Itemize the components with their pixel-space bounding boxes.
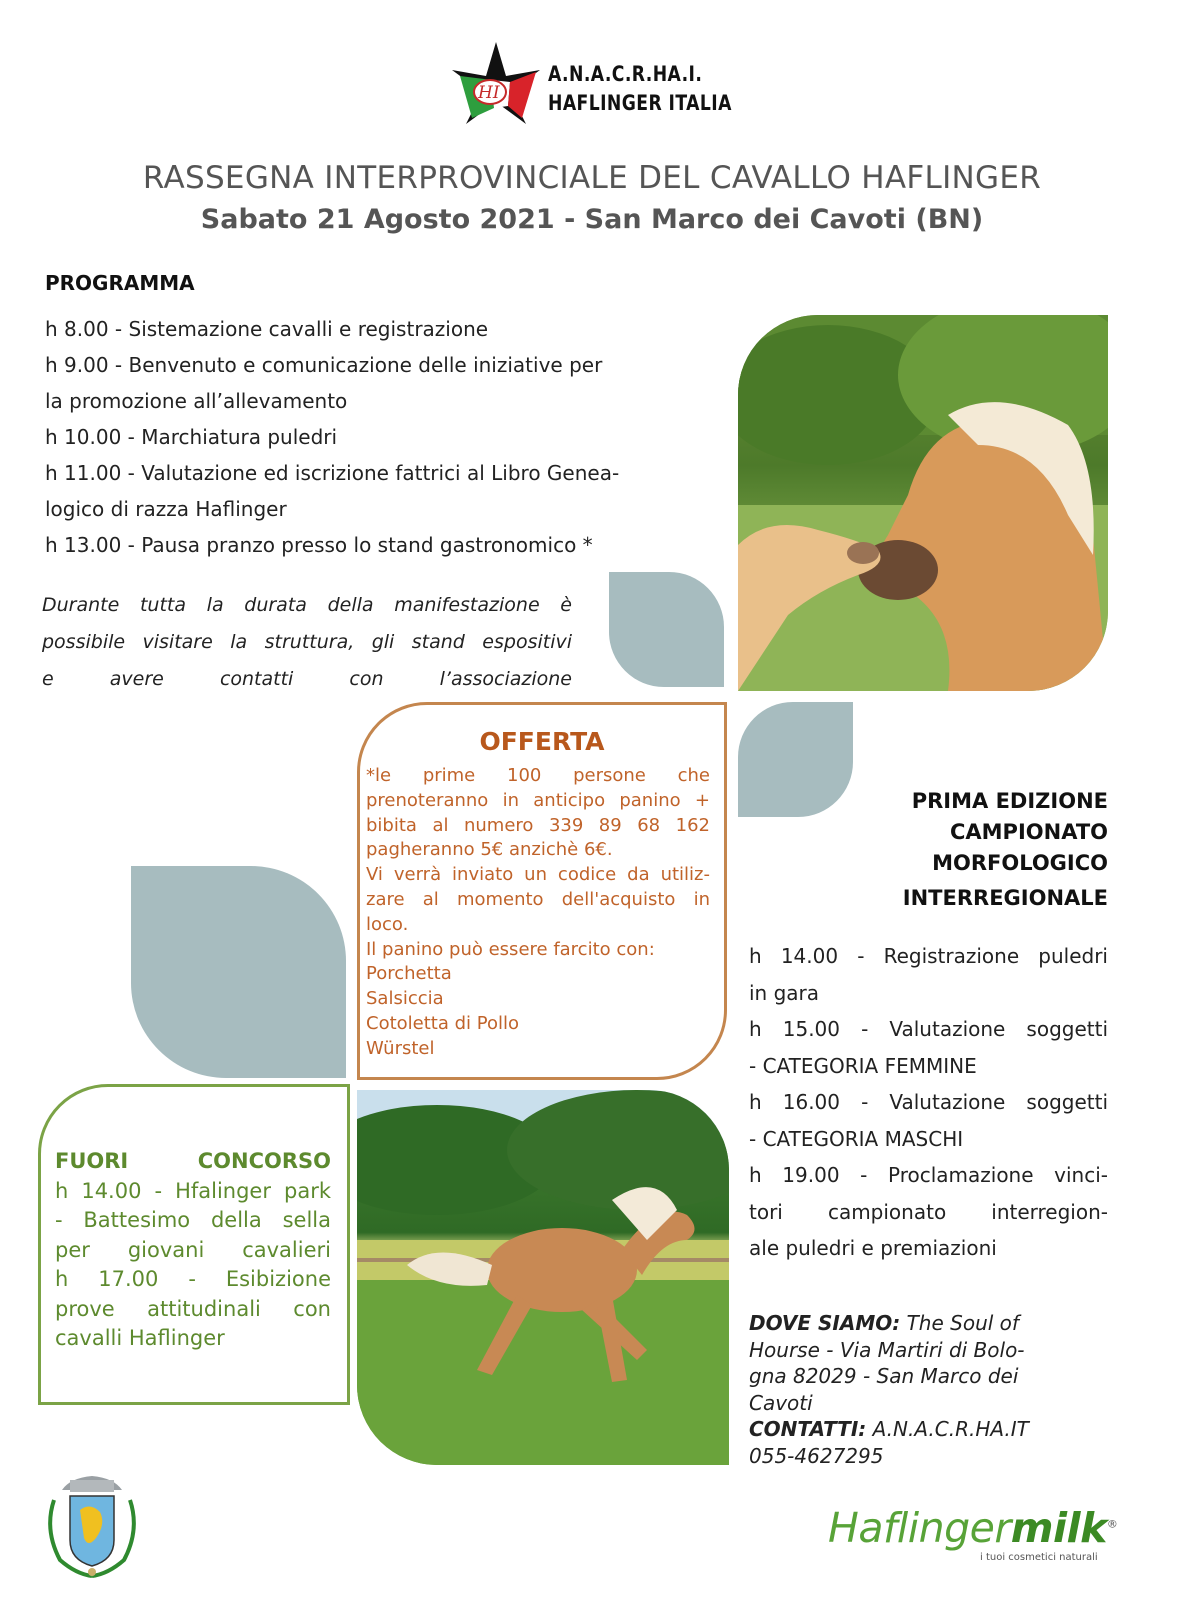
program-line: h 13.00 - Pausa pranzo presso lo stand gastronomico * xyxy=(45,533,593,557)
program-line: h 10.00 - Marchiatura puledri xyxy=(45,425,338,449)
offer-line: pagheranno 5€ anzichè 6€. xyxy=(366,839,613,861)
offer-text xyxy=(366,764,710,1062)
offer-line: zare al momento dell'acquisto in xyxy=(366,888,710,910)
championship-list xyxy=(749,938,1108,1267)
haflingermilk-logo xyxy=(828,1504,1117,1552)
horse-foal-photo xyxy=(738,315,1108,691)
offer-filling: Würstel xyxy=(366,1037,435,1059)
brand-tagline: i tuoi cosmetici naturali xyxy=(980,1552,1098,1563)
championship-heading-line: INTERREGIONALE xyxy=(902,886,1108,910)
program-line: la promozione all’allevamento xyxy=(45,389,348,413)
program-list xyxy=(45,311,715,563)
fuori-line: h 14.00 - Hfalinger park xyxy=(55,1178,331,1203)
brand-bold: milk xyxy=(1010,1504,1107,1552)
logo-text xyxy=(548,60,732,118)
championship-line: ale puledri e premiazioni xyxy=(749,1236,997,1260)
championship-line: h 16.00 - Valutazione soggetti xyxy=(749,1090,1108,1114)
location-line: gna 82029 - San Marco dei xyxy=(749,1364,1019,1388)
location-line: Cavoti xyxy=(749,1390,813,1415)
fuori-heading: FUORI CONCORSO xyxy=(55,1149,331,1173)
championship-line: in gara xyxy=(749,980,820,1005)
offer-line: prenoteranno in anticipo panino + xyxy=(366,789,710,811)
contact-label: CONTATTI: xyxy=(749,1417,867,1441)
logo-line-2: HAFLINGER ITALIA xyxy=(548,91,732,115)
program-line: h 9.00 - Benvenuto e comunicazione delle iniziative per xyxy=(45,353,603,377)
championship-line: h 19.00 - Proclamazione vinci- xyxy=(749,1163,1108,1187)
offer-title: OFFERTA xyxy=(479,727,605,756)
championship-heading xyxy=(860,786,1108,914)
fuori-line: h 17.00 - Esibizione xyxy=(55,1267,331,1291)
galloping-horse-photo xyxy=(357,1090,729,1465)
offer-line: Il panino può essere farcito con: xyxy=(366,938,655,960)
contact-phone: 055-4627295 xyxy=(749,1443,884,1468)
championship-line: - CATEGORIA MASCHI xyxy=(749,1126,964,1151)
program-note xyxy=(42,587,572,698)
championship-heading-line: MORFOLOGICO xyxy=(932,851,1108,875)
location-info xyxy=(749,1310,1109,1469)
location-label: DOVE SIAMO: xyxy=(749,1311,901,1335)
offer-line: loco. xyxy=(366,913,409,935)
municipal-crest-icon xyxy=(40,1460,145,1580)
decorative-leaf xyxy=(738,702,853,817)
championship-heading-line: PRIMA EDIZIONE xyxy=(911,789,1108,813)
championship-line: tori campionato interregion- xyxy=(749,1199,1108,1224)
decorative-leaf xyxy=(131,866,346,1078)
offer-filling: Porchetta xyxy=(366,963,452,985)
page-title: RASSEGNA INTERPROVINCIALE DEL CAVALLO HAFLINGER xyxy=(142,160,1042,196)
contact-value: A.N.A.C.R.HA.IT xyxy=(866,1417,1029,1441)
offer-line: bibita al numero 339 89 68 162 xyxy=(366,814,710,836)
program-line: h 8.00 - Sistemazione cavalli e registrazione xyxy=(45,317,489,341)
fuori-line: - Battesimo della sella xyxy=(55,1208,331,1232)
offer-line: *le prime 100 persone che xyxy=(366,765,710,786)
note-line: Durante tutta la durata della manifestazione è xyxy=(42,594,572,616)
championship-line: h 15.00 - Valutazione soggetti xyxy=(749,1017,1108,1041)
edelweiss-logo-icon xyxy=(448,38,558,138)
location-text: The Soul of xyxy=(900,1311,1019,1335)
program-line: h 11.00 - Valutazione ed iscrizione fattrici al Libro Genea- xyxy=(45,461,620,485)
program-heading: PROGRAMMA xyxy=(45,271,195,295)
brand-light: Haflinger xyxy=(828,1504,1011,1552)
location-line: Hourse - Via Martiri di Bolo- xyxy=(749,1337,1025,1362)
championship-line: h 14.00 - Registrazione puledri xyxy=(749,944,1108,968)
fuori-concorso-text xyxy=(55,1147,331,1354)
decorative-leaf xyxy=(609,572,724,687)
championship-heading-line: CAMPIONATO xyxy=(950,820,1108,844)
championship-line: - CATEGORIA FEMMINE xyxy=(749,1053,977,1078)
fuori-line: cavalli Haflinger xyxy=(55,1326,225,1350)
program-line: logico di razza Haflinger xyxy=(45,497,287,521)
note-line: e avere contatti con l’associazione xyxy=(42,668,572,690)
fuori-line: per giovani cavalieri xyxy=(55,1237,331,1262)
offer-filling: Cotoletta di Pollo xyxy=(366,1012,519,1034)
page-subtitle: Sabato 21 Agosto 2021 - San Marco dei Cavoti (BN) xyxy=(200,204,984,235)
note-line: possibile visitare la struttura, gli stand espositivi xyxy=(42,631,572,653)
offer-line: Vi verrà inviato un codice da utiliz- xyxy=(366,864,710,886)
fuori-line: prove attitudinali con xyxy=(55,1296,331,1321)
offer-filling: Salsiccia xyxy=(366,988,444,1010)
brand-mark: ® xyxy=(1106,1517,1118,1531)
logo-line-1: A.N.A.C.R.HA.I. xyxy=(548,62,703,86)
svg-text:HI: HI xyxy=(478,83,500,103)
